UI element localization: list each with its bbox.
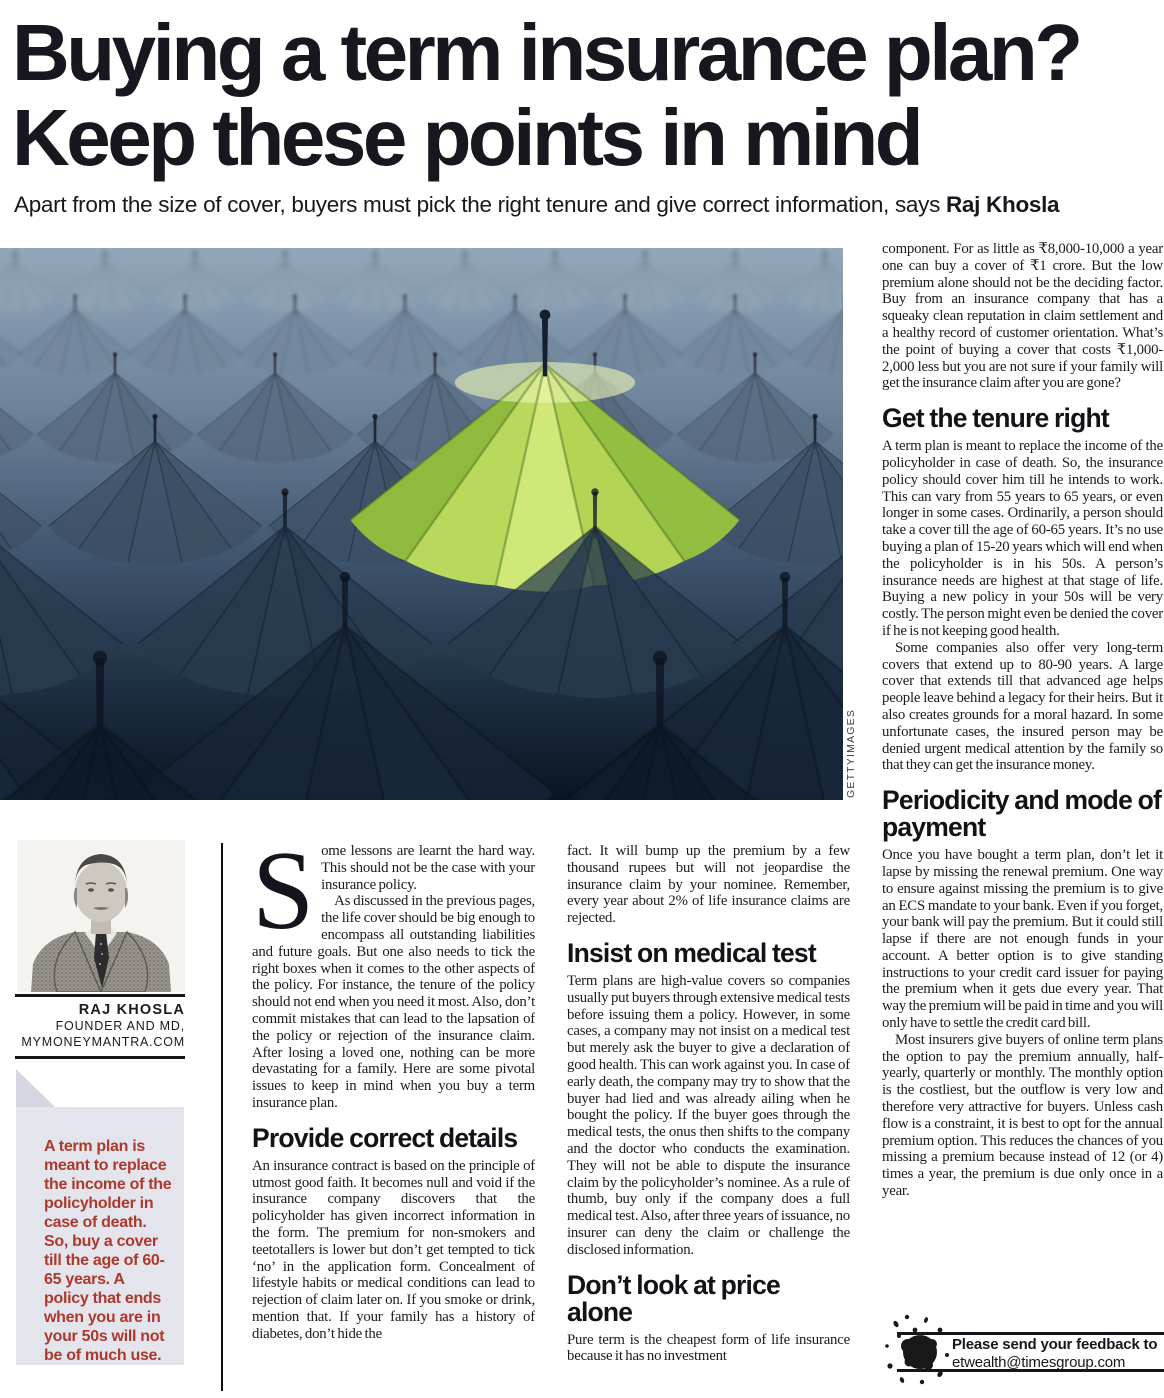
section-paragraph: Most insurers give buyers of online term plans the option to pay the premium annually, half-yearly, quarterly or monthly. The monthly option is the costliest, but the outflow is very low and therefore very attractive for buyers. Unless cash flow is a constraint, it is best to opt for the annual premium option. This reduces the chances of you missing a premium because instead of 12 (or 4) times a year, the premium is due only once in a year. [882, 1031, 1163, 1200]
section-heading-periodicity-and-mode-of-payment: Periodicity and mode of payment [882, 785, 1161, 843]
intro-paragraph-2: As discussed in the previous pages, the life cover should be big enough to encompass all outstanding liabilities and future goals. But one also needs to tick the right boxes when it comes to the other aspects of the policy. For instance, the tenure of the policy should not end when you need it most. Also, don’t commit mistakes that can lead to the lapsation of the policy or rejection of the insurance claim. After losing a loved one, nothing can be more devastating for a family. Here are some pivotal issues to keep in mind when you buy a term insurance plan. [252, 893, 535, 1111]
column-divider [221, 843, 223, 1391]
section-heading-dont-look-at-price-alone: Don’t look at price alone [567, 1269, 780, 1327]
pull-quote-box [16, 1107, 184, 1365]
section-paragraph: A term plan is meant to replace the income of the policyholder in case of death. So, the insurance policy should cover him till he intends to work. This can vary from 55 years to 65 years, or even longer in some cases. Ordinarily, a person should take a cover till the age of 60-65 years. It’s no use buying a plan of 15-20 years which will end when the policyholder is in his 50s. A person’s insurance needs are highest at that stage of life. Buying a new policy in your 50s will be very costly. The person might even be denied the cover if he is not keeping good health. [882, 438, 1163, 639]
byline-rule-bottom [15, 1056, 185, 1059]
feedback-line1: Please send your feedback to [952, 1336, 1158, 1353]
ink-splat-icon [882, 1310, 954, 1388]
intro-text-1: ome lessons are learnt the hard way. This should not be the case with your insurance policy. [321, 843, 535, 893]
author-byline [5, 1002, 185, 1050]
photo-credit: GETTYIMAGES [845, 708, 857, 798]
section-heading-insist-on-medical-test: Insist on medical test [567, 937, 816, 968]
standfirst-author: Raj Khosla [945, 192, 1060, 217]
author-org: MYMONEYMANTRA.COM [21, 1034, 185, 1049]
pull-quote-tail [16, 1069, 55, 1107]
author-portrait-illustration [17, 840, 185, 992]
article-column-2 [567, 843, 850, 1398]
section-paragraph: Pure term is the cheapest form of life insurance because it has no investment [567, 1331, 850, 1365]
intro-paragraph [252, 843, 535, 953]
author-photo [17, 840, 185, 992]
article-column-3 [882, 241, 1163, 1326]
standfirst [14, 192, 1164, 218]
drop-cap: S [252, 843, 315, 953]
standfirst-text: Apart from the size of cover, buyers must pick the right tenure and give correct information, says [14, 192, 946, 217]
article-column-1 [252, 843, 535, 1398]
section-paragraph: fact. It will bump up the premium by a few thousand rupees but will not jeopardise the insurance claim by your nominee. Remember, every year about 2% of life insurance claims are rejected. [567, 843, 850, 927]
feedback-email: etwealth@timesgroup.com [952, 1353, 1126, 1371]
headline-line1: Buying a term insurance plan? [12, 8, 1080, 97]
section-paragraph: component. For as little as ₹8,000-10,000 a year one can buy a cover of ₹1 crore. But the low premium alone should not be the deciding factor. Buy from an insurance company that has a squeaky clean reputation in claim settlement and a healthy record of customer orientation. What’s the point of buying a cover that costs ₹1,000-2,000 less but you are not sure if your family will get the insurance claim after you are gone? [882, 241, 1163, 392]
section-paragraph: Once you have bought a term plan, don’t let it lapse by missing the renewal premium. One way to ensure against missing the premium is to give an ECS mandate to your bank. Even if you forget, your bank will pay the premium. But it could still lapse if there are not enough funds in your account. A better option is to give standing instructions to your credit card issuer for paying the premium when it gets due every year. That way the premium will be paid in time and you will only have to settle the credit card bill. [882, 847, 1163, 1032]
section-heading-provide-correct-details: Provide correct details [252, 1122, 518, 1153]
byline-rule-top [15, 994, 185, 997]
author-role: FOUNDER AND MD, [55, 1019, 185, 1033]
section-paragraph: An insurance contract is based on the principle of utmost good faith. It becomes null and void if the insurance company discovers that the policyholder has given incorrect information in the form. The premium for non-smokers and teetotallers is lower but don’t get tempted to tick ‘no’ in the application form. Concealment of lifestyle habits or medical conditions can lead to rejection of claim later on. If you smoke or drink, mention that. If your family has a history of diabetes, don’t hide the [252, 1157, 535, 1342]
feedback-note [952, 1336, 1164, 1371]
hero-image-umbrellas [0, 248, 843, 800]
section-paragraph: Term plans are high-value covers so companies usually put buyers through extensive medical tests before issuing them a policy. However, in some cases, a company may not insist on a medical test but merely ask the buyer to give a declaration of good health. This can work against you. In case of early death, the company may try to show that the buyer had lied and was already ailing when he bought the policy. If the buyer goes through the medical tests, the onus then shifts to the company and the doctor who conducts the examination. They will not be able to dispute the insurance claim by the policyholder’s nominee. As a rule of thumb, buy only if the company does a full medical test. Also, after three years of issuance, no insurer can deny the claim or challenge the disclosed information. [567, 972, 850, 1258]
pull-quote-text: A term plan is meant to replace the income of the policyholder in case of death. So, buy a cover till the age of 60-65 years. A policy that ends when you are in your 50s will not be of much use. [44, 1138, 172, 1364]
headline [12, 10, 1162, 180]
section-paragraph: Some companies also offer very long-term covers that extend up to 80-90 years. A large cover that extends till that advanced age helps people leave behind a legacy for their heirs. But it also creates grounds for a moral hazard. In some unfortunate cases, the insured person may be denied urgent medical attention by the family so that they can get the insurance money. [882, 639, 1163, 774]
section-heading-get-the-tenure-right: Get the tenure right [882, 403, 1109, 434]
author-name: RAJ KHOSLA [78, 1002, 185, 1018]
headline-line2: Keep these points in mind [12, 93, 921, 182]
umbrella-illustration [0, 248, 843, 800]
